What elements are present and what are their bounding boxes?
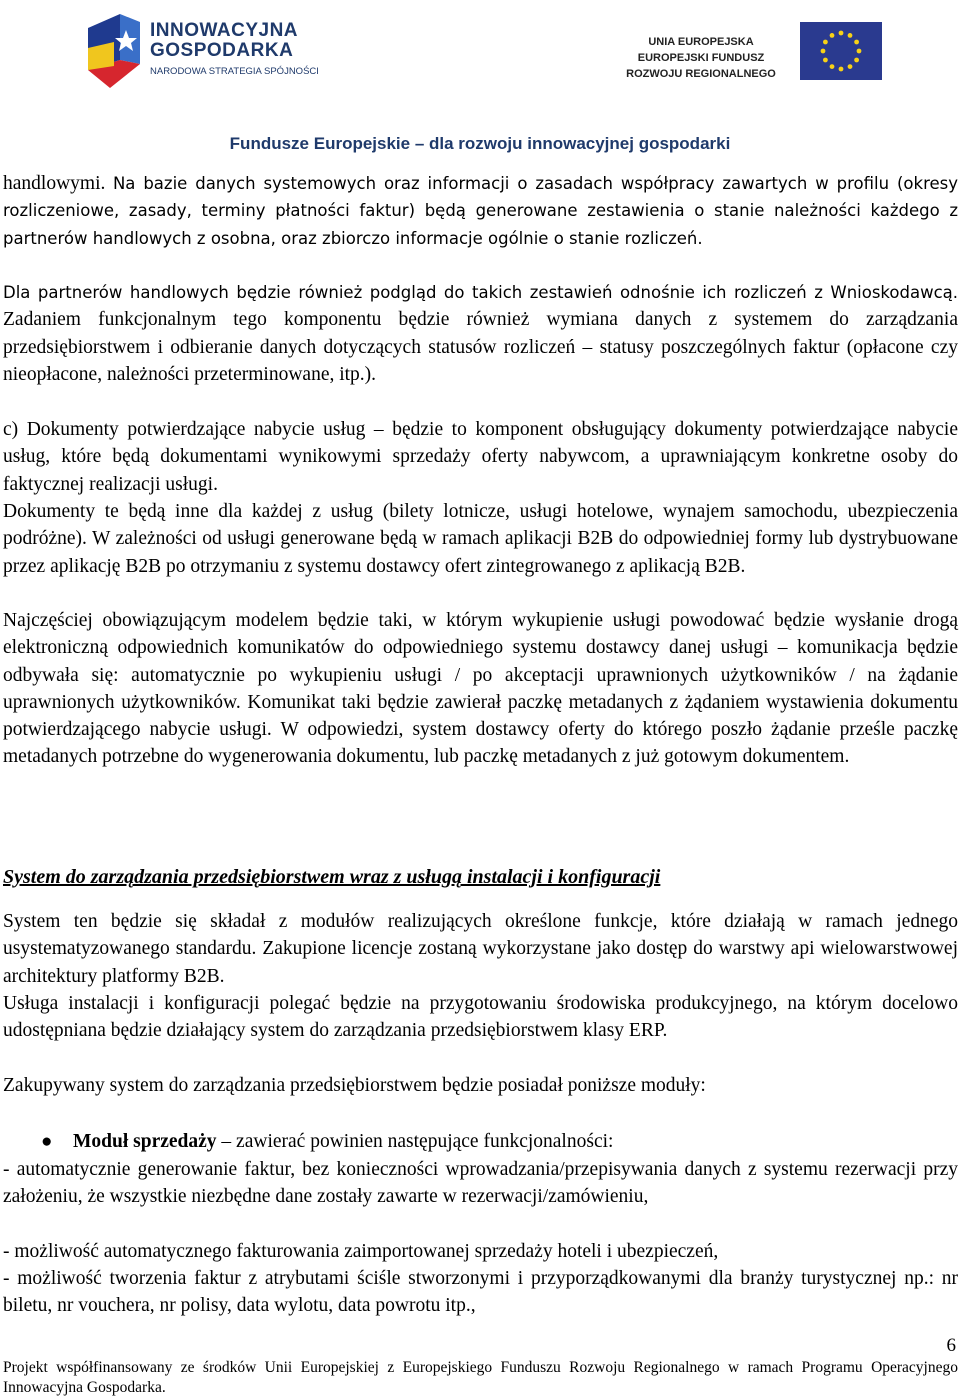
paragraph-8-text: Zakupywany system do zarządzania przedsiębiorstwem będzie posiadał poniższe moduły: xyxy=(3,1075,706,1096)
paragraph-7 xyxy=(3,990,958,1045)
paragraph-3-text: c) Dokumenty potwierdzające nabycie usług – będzie to komponent obsługujący dokumenty potwierdzające nabycie usług, które będą dokumentami wynikowymi sprzedaży oferty nabywcom, a uprawniającym konkretne osoby do faktycznej realizacji usługi. xyxy=(3,419,958,495)
bullet-rest: – zawierać powinien następujące funkcjonalności: xyxy=(221,1131,614,1152)
paragraph-8 xyxy=(3,1072,958,1099)
paragraph-1-body: Na bazie danych systemowych oraz informacji o zasadach współpracy zawartych w profilu (okresy rozliczeniowe, zasady, terminy płatności faktur) będą generowane zestawienia o stanie należności każdego z partnerów handlowych z osobna, oraz zbiorczo informacje ogólnie o stanie rozliczeń. xyxy=(3,174,958,248)
logo-left-line3: NARODOWA STRATEGIA SPÓJNOŚCI xyxy=(150,66,319,77)
paragraph-2-lead: Dla partnerów handlowych będzie również podgląd do takich zestawień odnośnie ich rozliczeń z Wnioskodawcą. xyxy=(3,283,958,302)
list-item-3 xyxy=(3,1265,958,1320)
paragraph-1-lead: handlowymi. xyxy=(3,173,106,194)
innowacyjna-gospodarka-logo xyxy=(80,8,320,98)
paragraph-4-text: Dokumenty te będą inne dla każdej z usług (bilety lotnicze, usługi hotelowe, wynajem samochodu, ubezpieczenia podróżne). W zależności od usługi generowane będą w ramach aplikacji B2B do odpowiedniej formy lub dystrybuowane przez aplikację B2B po otrzymaniu z systemu dostawcy ofert zintegrowanego z aplikacją B2B. xyxy=(3,501,958,577)
bullet-title: Moduł sprzedaży xyxy=(73,1131,217,1152)
unia-europejska-logo xyxy=(616,22,886,94)
eu-flag-icon xyxy=(800,22,882,80)
paragraph-5 xyxy=(3,607,958,771)
eu-stars-icon xyxy=(800,22,882,80)
paragraph-6-text: System ten będzie się składał z modułów realizujących określone funkcje, które działają w ramach jednego usystematyzowanego standardu. Zakupione licencje zostaną wykorzystane jako dostęp do warstwy api wielowarstwowej architektury platformy B2B. xyxy=(3,911,958,987)
paragraph-6 xyxy=(3,908,958,990)
header-tagline: Fundusze Europejskie – dla rozwoju innowacyjnej gospodarki xyxy=(229,134,731,153)
footer-text: Projekt współfinansowany ze środków Unii Europejskiej z Europejskiego Funduszu Rozwoju Regionalnego w ramach Programu Operacyjnego Innowacyjna Gospodarka. xyxy=(3,1359,958,1396)
logo-left-line1: INNOWACYJNA xyxy=(150,20,299,41)
logo-left-line2: GOSPODARKA xyxy=(150,40,294,61)
ig-emblem-icon xyxy=(80,8,146,94)
page-number: 6 xyxy=(946,1335,956,1356)
list-item-1 xyxy=(3,1156,958,1211)
paragraph-2 xyxy=(3,279,958,388)
list-item-3-text: - możliwość tworzenia faktur z atrybutami ściśle stworzonymi i przyporządkowanymi dla branży turystycznej np.: nr biletu, nr vouchera, nr polisy, data wylotu, data powrotu itp., xyxy=(3,1268,958,1317)
section-heading: System do zarządzania przedsiębiorstwem wraz z usługą instalacji i konfiguracji xyxy=(3,866,661,888)
paragraph-5-text: Najczęściej obowiązującym modelem będzie taki, w którym wykupienie usługi powodować będzie wysłanie drogą elektroniczną odpowiednich komunikatów do odpowiedniego systemu dostawcy danej usługi – komunikacja będzie odbywała się: automatycznie po wykupieniu usługi / po akceptacji uprawnionych użytkowników / na żądanie uprawnionych użytkowników. Komunikat taki będzie zawierał paczkę metadanych z żądaniem wystawienia dokumentu potwierdzającego nabycie usługi. W odpowiedzi, system dostawcy oferty do którego poszło żądanie prześle paczkę metadanych potrzebne do wygenerowania dokumentu, lub paczkę metadanych z już gotowym dokumentem. xyxy=(3,610,958,768)
bullet-dot-icon: ● xyxy=(41,1131,53,1152)
paragraph-2-body: Zadaniem funkcjonalnym tego komponentu będzie również wymiana danych z systemem do zarządzania przedsiębiorstwem i odbieranie danych dotyczących statusów rozliczeń – statusy poszczególnych faktur (opłacone czy nieopłacone, należności przeterminowane, itp.). xyxy=(3,309,958,385)
paragraph-3 xyxy=(3,416,958,498)
paragraph-1 xyxy=(3,170,958,252)
paragraph-4 xyxy=(3,498,958,580)
logo-right-line3: ROZWOJU REGIONALNEGO xyxy=(626,68,776,80)
logo-right-line2: EUROPEJSKI FUNDUSZ xyxy=(637,52,765,64)
paragraph-7-text: Usługa instalacji i konfiguracji polegać będzie na przygotowaniu środowiska produkcyjnego, na którym docelowo udostępniana będzie działający system do zarządzania przedsiębiorstwem klasy ERP. xyxy=(3,993,958,1042)
logo-right-line1: UNIA EUROPEJSKA xyxy=(648,36,754,48)
list-item-2 xyxy=(3,1238,958,1265)
list-item-1-text: - automatycznie generowanie faktur, bez konieczności wprowadzania/przepisywania danych z systemu rezerwacji przy założeniu, że wszystkie niezbędne dane zostały zawarte w rezerwacji/zamówieniu, xyxy=(3,1159,958,1208)
list-item-2-text: - możliwość automatycznego fakturowania zaimportowanej sprzedaży hoteli i ubezpieczeń, xyxy=(3,1241,719,1262)
